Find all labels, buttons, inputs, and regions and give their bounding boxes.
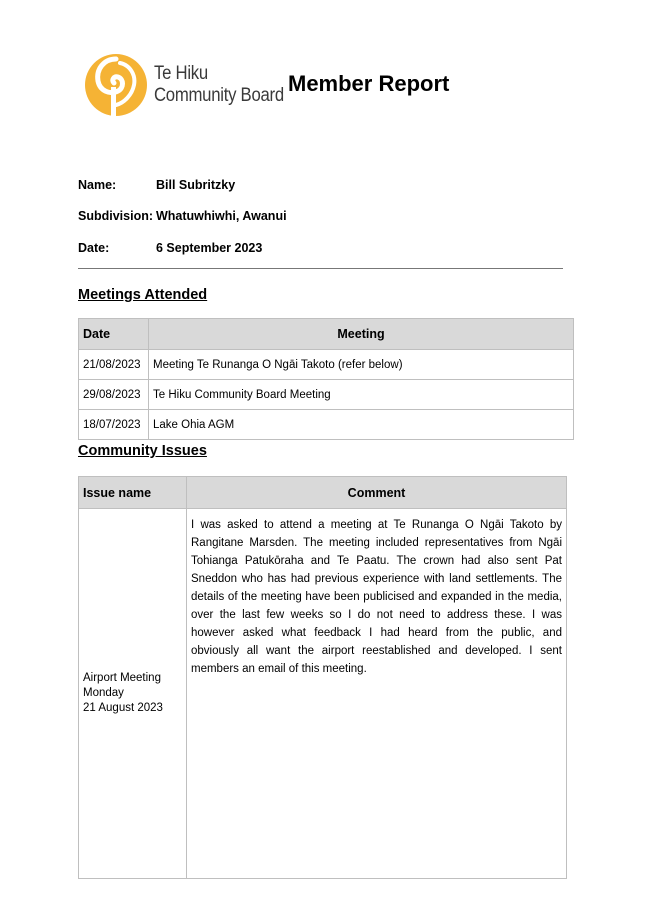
name-label: Name: [78,178,117,192]
meeting-name: Lake Ohia AGM [149,410,574,440]
issues-table [78,476,567,879]
meeting-date: 29/08/2023 [79,380,149,410]
table-row [79,380,574,410]
issue-day: Monday [83,687,124,699]
koru-logo-icon [84,53,148,117]
meetings-table [78,318,574,440]
meeting-name: Te Hiku Community Board Meeting [149,380,574,410]
info-name-row [78,178,235,192]
issue-comment: I was asked to attend a meeting at Te Runanga O Ngāi Takoto by Rangitane Marsden. The meeting included representatives from Ngāi Tohianga Patukōraha and Te Paatu. The crown had also sent Pat Sneddon who has had previous experience with land settlements. The details of the meeting have been publicised and expanded in the media, over the last few weeks so I do not need to address these. I was however asked what feedback I had heard from the public, and obviously all want the airport reestablished and developed. I sent members an email of this meeting. [187,509,567,879]
meetings-heading: Meetings Attended [78,287,208,303]
issue-name [79,509,187,879]
meeting-date: 18/07/2023 [79,410,149,440]
name-value: Bill Subritzky [156,178,236,192]
column-header-issue: Issue name [79,477,187,509]
subdivision-value: Whatuwhiwhi, Awanui [156,209,287,223]
page-title: Member Report [288,71,450,96]
table-row [79,350,574,380]
column-header-meeting: Meeting [149,319,574,350]
logo-wordmark [154,63,284,107]
logo-line-1: Te Hiku [154,63,208,84]
issues-heading: Community Issues [78,443,207,459]
table-row [79,410,574,440]
issue-title: Airport Meeting [83,672,161,684]
meeting-name: Meeting Te Runanga O Ngāi Takoto (refer below) [149,350,574,380]
column-header-comment: Comment [187,477,567,509]
table-header-row [79,319,574,350]
table-header-row [79,477,567,509]
te-hiku-logo [84,52,284,118]
info-date-row [78,241,262,255]
table-row [79,509,567,879]
date-value: 6 September 2023 [156,241,263,255]
date-label: Date: [78,241,110,255]
meeting-date: 21/08/2023 [79,350,149,380]
divider [78,268,563,269]
issue-date: 21 August 2023 [83,702,163,714]
logo-line-2: Community Board [154,85,284,106]
column-header-date: Date [79,319,149,350]
subdivision-label: Subdivision: [78,209,153,223]
info-subdivision-row [78,209,287,223]
